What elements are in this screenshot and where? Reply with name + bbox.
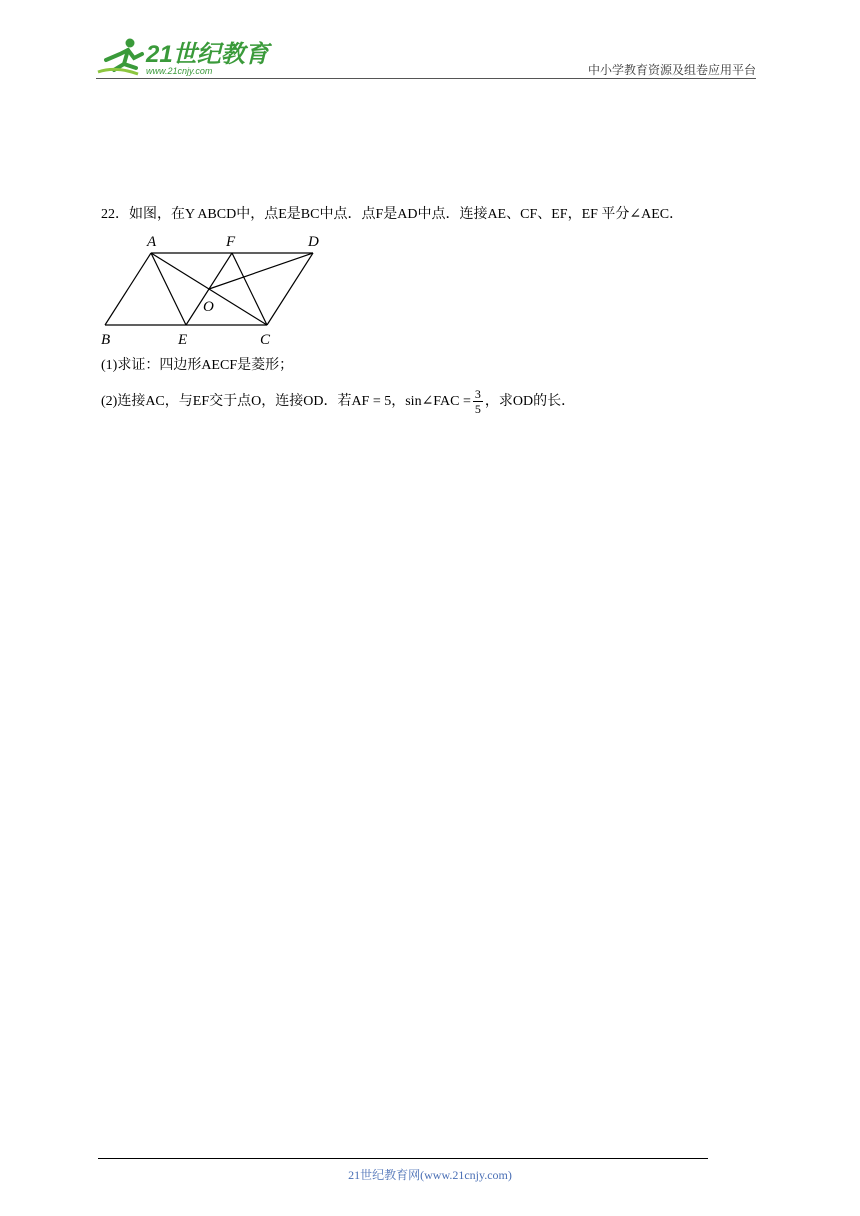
- label-a: A: [147, 234, 157, 250]
- question-stem: 如图，在Y ABCD中，点E是BC中点．点F是AD中点．连接AE、CF、EF，EF 平分∠AEC．: [129, 207, 684, 222]
- fraction-numerator: 3: [474, 387, 481, 402]
- question-part-1: (1)求证：四边形AECF是菱形；: [101, 358, 294, 373]
- question-number: 22．: [101, 207, 129, 222]
- logo-text: 21世纪教育: [146, 41, 269, 68]
- segment-od: [209, 253, 313, 289]
- page-header: [96, 36, 756, 78]
- question-22: [101, 205, 781, 225]
- question-part-2: [101, 384, 575, 420]
- header-tagline: 中小学教育资源及组卷应用平台: [587, 63, 756, 77]
- fraction-denominator: 5: [474, 402, 481, 417]
- parallelogram-figure: [100, 230, 340, 348]
- footer-site-link[interactable]: 21世纪教育网(www.21cnjy.com): [348, 1168, 512, 1182]
- label-d: D: [308, 234, 319, 250]
- part2-text-after: ，求OD的长．: [484, 394, 576, 409]
- fraction-three-fifths: [473, 387, 483, 416]
- runner-icon: [98, 39, 142, 75]
- label-f: F: [226, 234, 236, 250]
- header-divider: [96, 78, 756, 79]
- site-logo: [96, 36, 276, 78]
- edge-dc: [267, 253, 313, 325]
- question-stem-line: [101, 205, 781, 225]
- part2-text-before: (2)连接AC，与EF交于点O，连接OD．若AF = 5，sin∠FAC =: [101, 394, 471, 409]
- label-e: E: [178, 332, 188, 348]
- label-o: O: [203, 299, 214, 315]
- logo-url-text: www.21cnjy.com: [146, 66, 213, 76]
- label-c: C: [260, 332, 271, 348]
- footer-divider: [98, 1158, 708, 1159]
- label-b: B: [101, 332, 111, 348]
- edge-ab: [105, 253, 151, 325]
